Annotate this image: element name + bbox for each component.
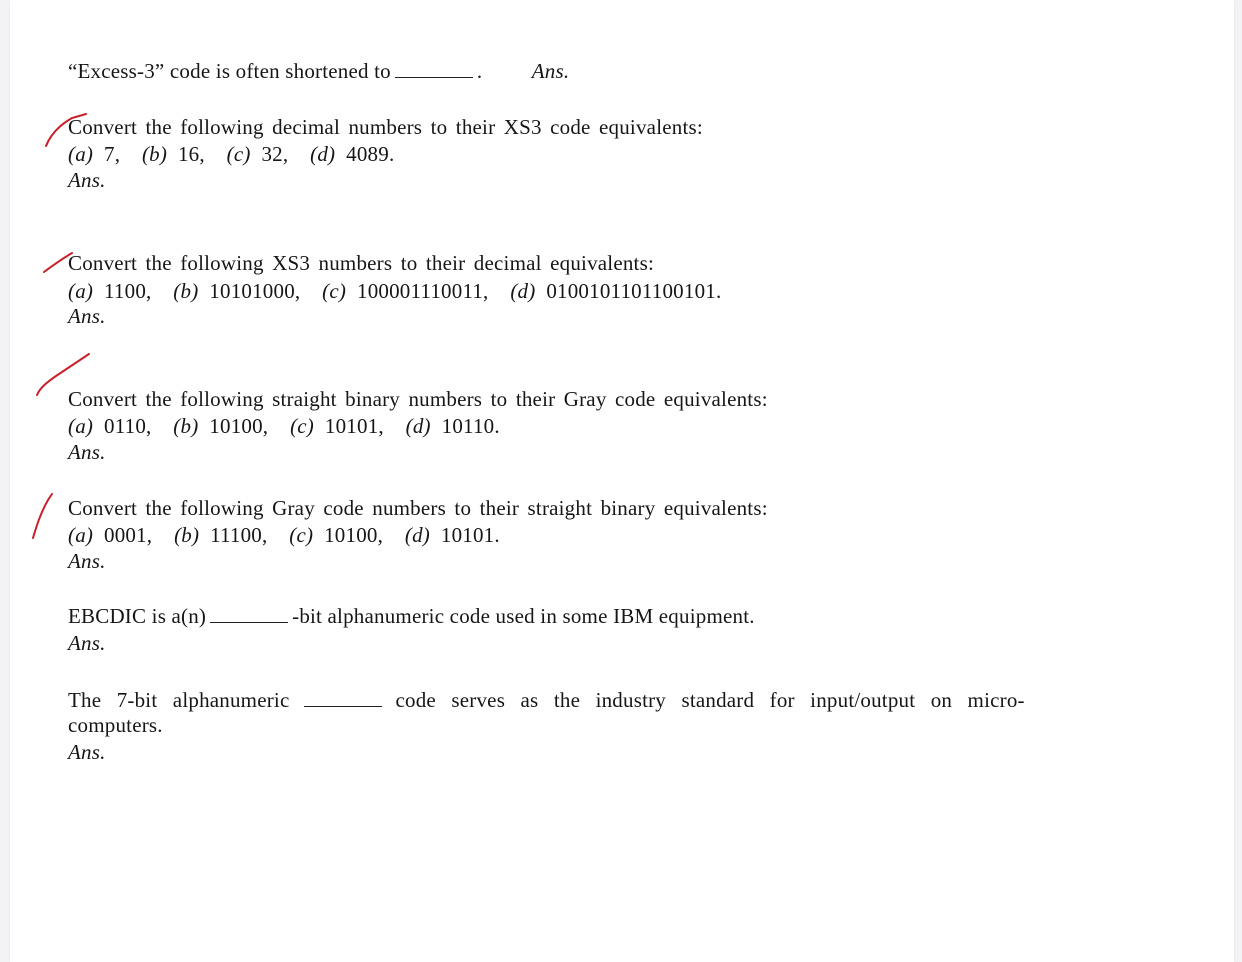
item-label: (a) xyxy=(68,414,94,438)
item-value: 16, xyxy=(177,142,205,166)
item-value: 0001, xyxy=(104,523,153,547)
answer-label: Ans. xyxy=(68,440,106,464)
item-value: 10101. xyxy=(440,523,500,547)
question-items xyxy=(68,141,394,167)
item-value: 10100, xyxy=(324,523,384,547)
item-value: 10100, xyxy=(209,414,269,438)
question-excess3-abbrev xyxy=(68,58,569,84)
item-value: 0100101101100101. xyxy=(546,279,722,303)
question-items xyxy=(68,522,500,548)
item-value: 32, xyxy=(261,142,289,166)
answer-label: Ans. xyxy=(68,304,106,328)
item-label: (d) xyxy=(310,142,336,166)
item-label: (c) xyxy=(290,414,314,438)
item-label: (c) xyxy=(322,279,347,303)
question-stem: Convert the following XS3 numbers to their decimal equivalents: xyxy=(68,251,654,275)
item-label: (c) xyxy=(226,142,251,166)
item-value: 100001110011, xyxy=(357,279,489,303)
question-items xyxy=(68,278,721,304)
item-label: (b) xyxy=(173,414,199,438)
question-text: “Excess-3” code is often shortened to xyxy=(68,59,391,83)
question-ebcdic xyxy=(68,603,755,629)
item-label: (b) xyxy=(141,142,168,166)
question-text-tail: . xyxy=(476,59,483,83)
item-label: (a) xyxy=(68,142,94,166)
question-text-tail: code serves as the industry standard for input/output on micro- xyxy=(395,688,1025,712)
answer-blank xyxy=(210,621,288,623)
item-label: (c) xyxy=(289,523,314,547)
question-text-continuation: computers. xyxy=(68,713,163,737)
item-label: (a) xyxy=(68,523,94,547)
item-label: (d) xyxy=(510,279,536,303)
answer-label: Ans. xyxy=(531,59,570,83)
question-stem: Convert the following straight binary numbers to their Gray code equivalents: xyxy=(68,387,768,411)
item-value: 10101000, xyxy=(209,279,301,303)
item-value: 0110, xyxy=(104,414,152,438)
question-stem: Convert the following Gray code numbers to their straight binary equivalents: xyxy=(68,496,768,520)
answer-blank xyxy=(395,76,473,78)
item-value: 10101, xyxy=(324,414,384,438)
item-value: 10110. xyxy=(441,414,500,438)
answer-blank xyxy=(304,705,382,707)
answer-label: Ans. xyxy=(68,631,106,655)
item-value: 7, xyxy=(104,142,121,166)
question-text: EBCDIC is a(n) xyxy=(68,604,207,628)
question-ascii xyxy=(68,687,1025,713)
item-label: (b) xyxy=(174,523,200,547)
item-value: 1100, xyxy=(104,279,152,303)
question-items xyxy=(68,413,500,439)
question-stem: Convert the following decimal numbers to their XS3 code equivalents: xyxy=(68,115,703,139)
item-label: (b) xyxy=(173,279,199,303)
question-text: The 7-bit alphanumeric xyxy=(68,688,290,712)
item-value: 11100, xyxy=(210,523,268,547)
item-value: 4089. xyxy=(346,142,395,166)
item-label: (a) xyxy=(68,279,94,303)
item-label: (d) xyxy=(405,414,431,438)
answer-label: Ans. xyxy=(68,168,106,192)
item-label: (d) xyxy=(404,523,430,547)
question-text-tail: -bit alphanumeric code used in some IBM equipment. xyxy=(292,604,755,628)
answer-label: Ans. xyxy=(68,740,106,764)
answer-label: Ans. xyxy=(68,549,106,573)
